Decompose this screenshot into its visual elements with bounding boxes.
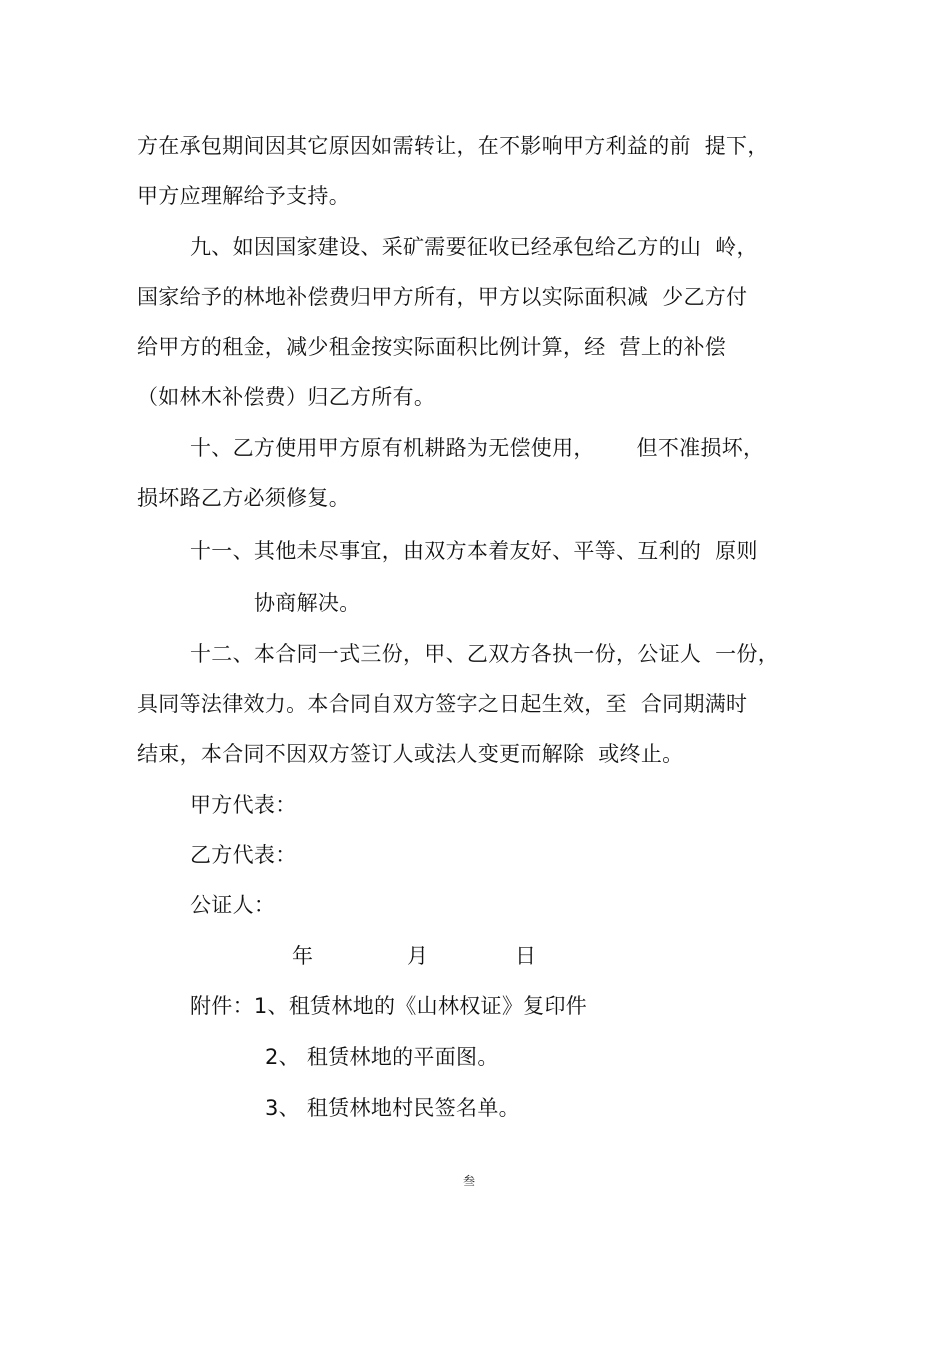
clause-12-line-2: 具同等法律效力。本合同自双方签字之日起生效，至 合同期满时 <box>137 692 748 716</box>
notary-signature-label: 公证人： <box>190 893 276 917</box>
date-month-label: 月 <box>407 944 429 968</box>
date-year-label: 年 <box>292 944 314 968</box>
clause-12-line-3: 结束，本合同不因双方签订人或法人变更而解除 或终止。 <box>137 742 684 766</box>
body-line-1: 方在承包期间因其它原因如需转让，在不影响甲方利益的前 提下， <box>137 134 769 158</box>
party-a-signature-label: 甲方代表： <box>190 793 297 817</box>
clause-10-line-1: 十、乙方使用甲方原有机耕路为无偿使用， 但不准损坏， <box>190 436 765 460</box>
clause-9-line-3: 给甲方的租金，减少租金按实际面积比例计算，经 营上的补偿 <box>137 335 727 359</box>
attachment-item-2: 2、 租赁林地的平面图。 <box>265 1045 499 1069</box>
clause-9-line-2: 国家给予的林地补偿费归甲方所有，甲方以实际面积减 少乙方付 <box>137 285 748 309</box>
date-day-label: 日 <box>515 944 537 968</box>
clause-10-line-2: 损坏路乙方必须修复。 <box>137 486 350 510</box>
page-number: 叁 <box>463 1174 476 1188</box>
attachment-item-1: 附件：1、租赁林地的《山林权证》复印件 <box>190 994 588 1018</box>
party-b-signature-label: 乙方代表： <box>190 843 297 867</box>
clause-9-line-1: 九、如因国家建设、采矿需要征收已经承包给乙方的山 岭， <box>190 235 758 259</box>
body-line-2: 甲方应理解给予支持。 <box>137 184 350 208</box>
clause-9-line-4: （如林木补偿费）归乙方所有。 <box>137 385 436 409</box>
clause-11-line-2: 协商解决。 <box>254 591 361 615</box>
attachment-item-3: 3、 租赁林地村民签名单。 <box>265 1096 520 1120</box>
clause-11-line-1: 十一、其他未尽事宜，由双方本着友好、平等、互利的 原则 <box>190 539 758 563</box>
clause-12-line-1: 十二、本合同一式三份，甲、乙双方各执一份，公证人 一份， <box>190 642 780 666</box>
